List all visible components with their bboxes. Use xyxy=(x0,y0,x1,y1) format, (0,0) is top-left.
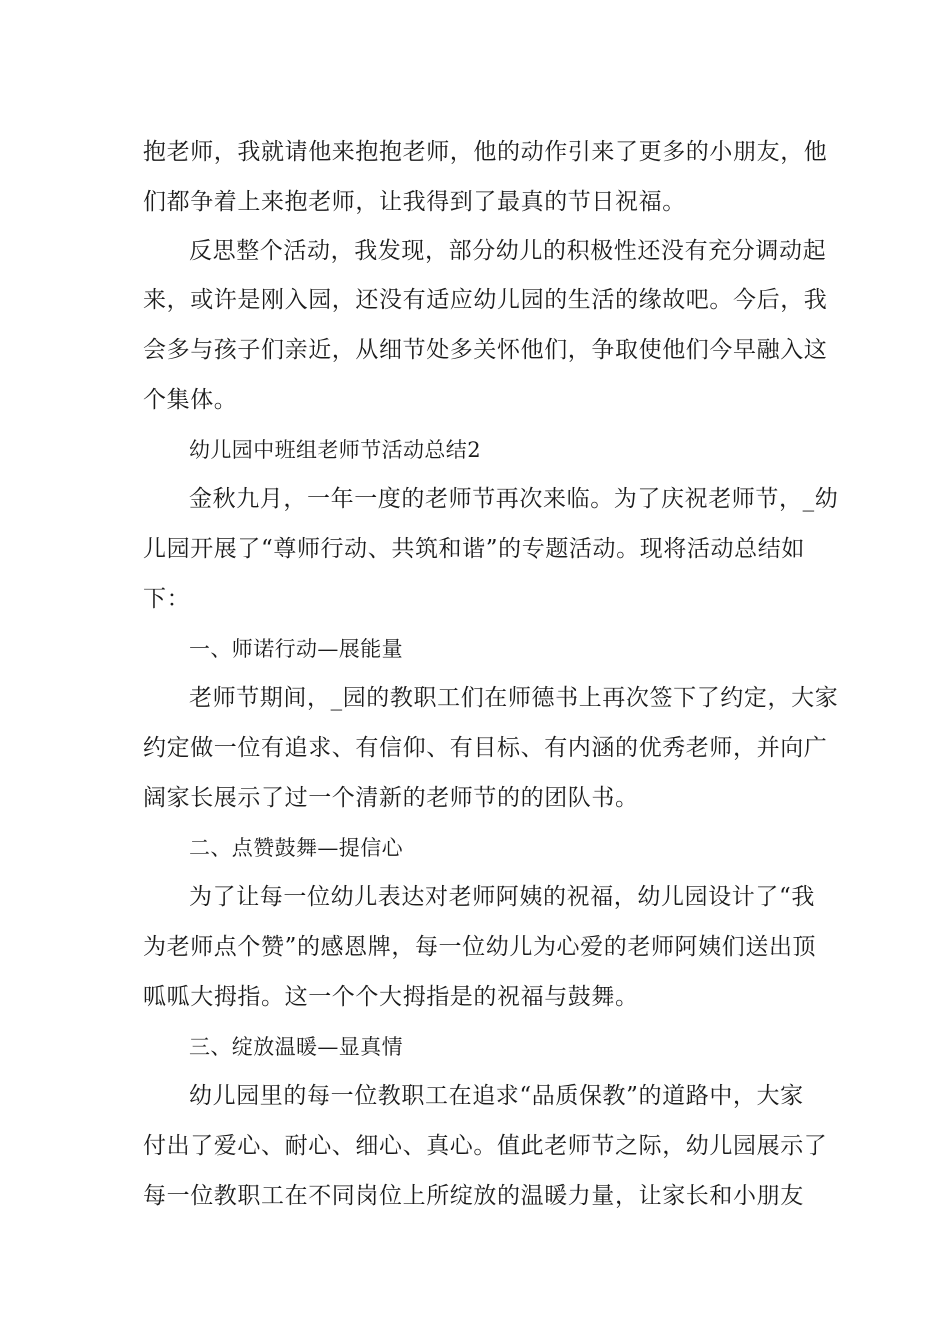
paragraph-3-line-2: 儿园开展了“尊师行动、共筑和谐”的专题活动。现将活动总结如 xyxy=(143,536,805,562)
paragraph-4-line-3: 阔家长展示了过一个清新的老师节的的团队书。 xyxy=(143,785,639,811)
heading-2: 二、点赞鼓舞—提信心 xyxy=(189,836,403,860)
heading-1: 一、师诺行动—展能量 xyxy=(189,637,403,661)
paragraph-2-line-2: 来，或许是刚入园，还没有适应幼儿园的生活的缘故吧。今后，我 xyxy=(143,287,828,313)
paragraph-5-line-2: 为老师点个赞”的感恩牌，每一位幼儿为心爱的老师阿姨们送出顶 xyxy=(143,934,817,960)
paragraph-3-line-1: 金秋九月，一年一度的老师节再次来临。为了庆祝老师节，_幼 xyxy=(189,486,839,512)
section-title: 幼儿园中班组老师节活动总结2 xyxy=(189,438,481,462)
paragraph-4-line-2: 约定做一位有追求、有信仰、有目标、有内涵的优秀老师，并向广 xyxy=(143,735,828,761)
paragraph-4-line-1: 老师节期间，_园的教职工们在师德书上再次签下了约定，大家 xyxy=(189,685,839,711)
paragraph-2-line-4: 个集体。 xyxy=(143,387,238,413)
paragraph-5-line-1: 为了让每一位幼儿表达对老师阿姨的祝福，幼儿园设计了“我 xyxy=(189,884,815,910)
heading-3: 三、绽放温暖—显真情 xyxy=(189,1035,403,1059)
paragraph-6-line-1: 幼儿园里的每一位教职工在追求“品质保教”的道路中，大家 xyxy=(189,1083,804,1109)
paragraph-5-line-3: 呱呱大拇指。这一个个大拇指是的祝福与鼓舞。 xyxy=(143,984,639,1010)
paragraph-6-line-2: 付出了爱心、耐心、细心、真心。值此老师节之际，幼儿园展示了 xyxy=(143,1133,828,1159)
paragraph-3-line-3: 下： xyxy=(143,586,191,612)
paragraph-6-line-3: 每一位教职工在不同岗位上所绽放的温暖力量，让家长和小朋友 xyxy=(143,1183,804,1209)
paragraph-2-line-3: 会多与孩子们亲近，从细节处多关怀他们，争取使他们今早融入这 xyxy=(143,337,828,363)
paragraph-2-line-1: 反思整个活动，我发现，部分幼儿的积极性还没有充分调动起 xyxy=(189,238,827,264)
paragraph-1-line-2: 们都争着上来抱老师，让我得到了最真的节日祝福。 xyxy=(143,189,686,215)
paragraph-1-line-1: 抱老师，我就请他来抱抱老师，他的动作引来了更多的小朋友，他 xyxy=(143,139,828,165)
